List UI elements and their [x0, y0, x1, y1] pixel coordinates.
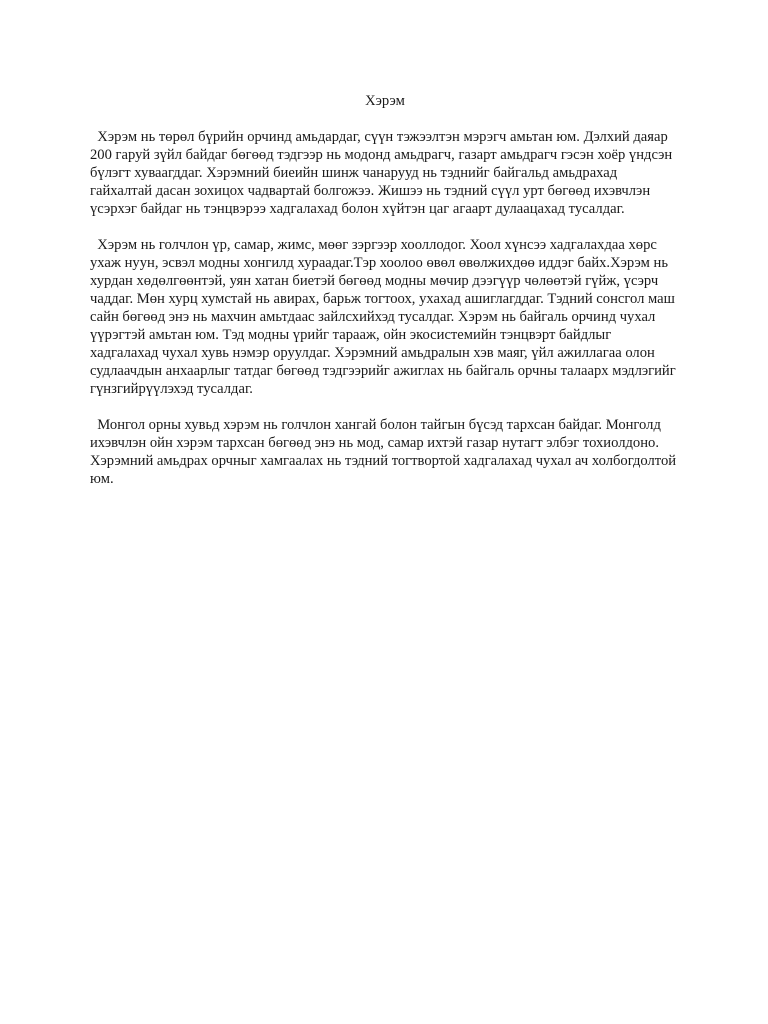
paragraph-3: Монгол орны хувьд хэрэм нь голчлон хангай болон тайгын бүсэд тархсан байдаг. Монголд ихэвчлэн ойн хэрэм тархсан бөгөөд энэ нь мод, самар ихтэй газар нутагт элбэг тохиолдоно. Хэрэмний амьдрах орчныг хамгаалах нь тэдний тогтвортой хадгалахад чухал ач холбогдолтой юм. [90, 417, 680, 487]
paragraph-2: Хэрэм нь голчлон үр, самар, жимс, мөөг зэргээр хооллодог. Хоол хүнсээ хадгалахдаа хөрс ухаж нуун, эсвэл модны хонгилд хураадаг.Тэр хоолоо өвөл өвөлжихдөө иддэг байх.Хэрэм нь хурдан хөдөлгөөнтэй, уян хатан биетэй бөгөөд модны мөчир дээгүүр чөлөөтэй гүйж, үсэрч чаддаг. Мөн хурц хумстай нь авирах, барьж тогтоох, ухахад ашиглагддаг. Тэдний сонсгол маш сайн бөгөөд энэ нь махчин амьтдаас зайлсхийхэд тусалдаг. Хэрэм нь байгаль орчинд чухал үүрэгтэй амьтан юм. Тэд модны үрийг тарааж, ойн экосистемийн тэнцвэрт байдлыг хадгалахад чухал хувь нэмэр оруулдаг. Хэрэмний амьдралын хэв маяг, үйл ажиллагаа олон судлаачдын анхаарлыг татдаг бөгөөд тэдгээрийг ажиглах нь байгаль орчны талаарх мэдлэгийг гүнзгийрүүлэхэд тусалдаг. [90, 237, 680, 397]
paragraph-1: Хэрэм нь төрөл бүрийн орчинд амьдардаг, сүүн тэжээлтэн мэрэгч амьтан юм. Дэлхий даяар 200 гаруй зүйл байдаг бөгөөд тэдгээр нь модонд амьдрагч, газарт амьдрагч гэсэн хоёр үндсэн бүлэгт хуваагддаг. Хэрэмний биеийн шинж чанарууд нь тэднийг байгальд амьдрахад гайхалтай дасан зохицох чадвартай болгожээ. Жишээ нь тэдний сүүл урт бөгөөд ихэвчлэн үсэрхэг байдаг нь тэнцвэрээ хадгалахад болон хүйтэн цаг агаарт дулаацахад тусалдаг. [90, 129, 676, 217]
document-title: Хэрэм [365, 93, 405, 109]
document-page [90, 92, 680, 506]
